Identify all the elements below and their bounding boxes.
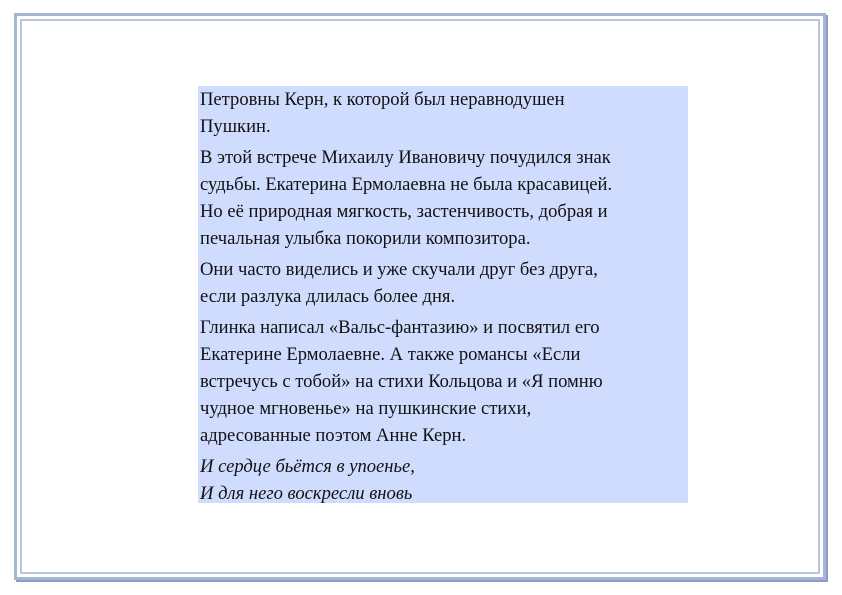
text-line: Пушкин.: [200, 116, 271, 137]
text-box: [198, 86, 688, 503]
text-line: если разлука длилась более дня.: [200, 286, 456, 307]
text-line: судьбы. Екатерина Ермолаевна не была красавицей.: [200, 174, 613, 195]
paragraph-4: [200, 314, 688, 449]
paragraph-1: [200, 86, 688, 140]
text-line: чудное мгновенье» на пушкинские стихи,: [200, 398, 532, 419]
paragraph-3: [200, 256, 688, 310]
text-line: Петровны Керн, к которой был неравнодушен: [200, 89, 565, 110]
text-line: Екатерине Ермолаевне. А также романсы «Если: [200, 344, 581, 365]
poem-line: И сердце бьётся в упоенье,: [200, 456, 415, 477]
text-line: адресованные поэтом Анне Керн.: [200, 425, 467, 446]
text-line: В этой встрече Михаилу Ивановичу почудился знак: [200, 147, 611, 168]
paragraph-2: [200, 144, 688, 252]
text-line: Глинка написал «Вальс-фантазию» и посвятил его: [200, 317, 600, 338]
text-line: Они часто виделись и уже скучали друг без друга,: [200, 259, 598, 280]
poem-line: И для него воскресли вновь: [200, 483, 413, 504]
text-line: печальная улыбка покорили композитора.: [200, 228, 531, 249]
text-line: Но её природная мягкость, застенчивость, добрая и: [200, 201, 608, 222]
text-line: встречусь с тобой» на стихи Кольцова и «Я помню: [200, 371, 603, 392]
poem-quote: [200, 453, 688, 507]
